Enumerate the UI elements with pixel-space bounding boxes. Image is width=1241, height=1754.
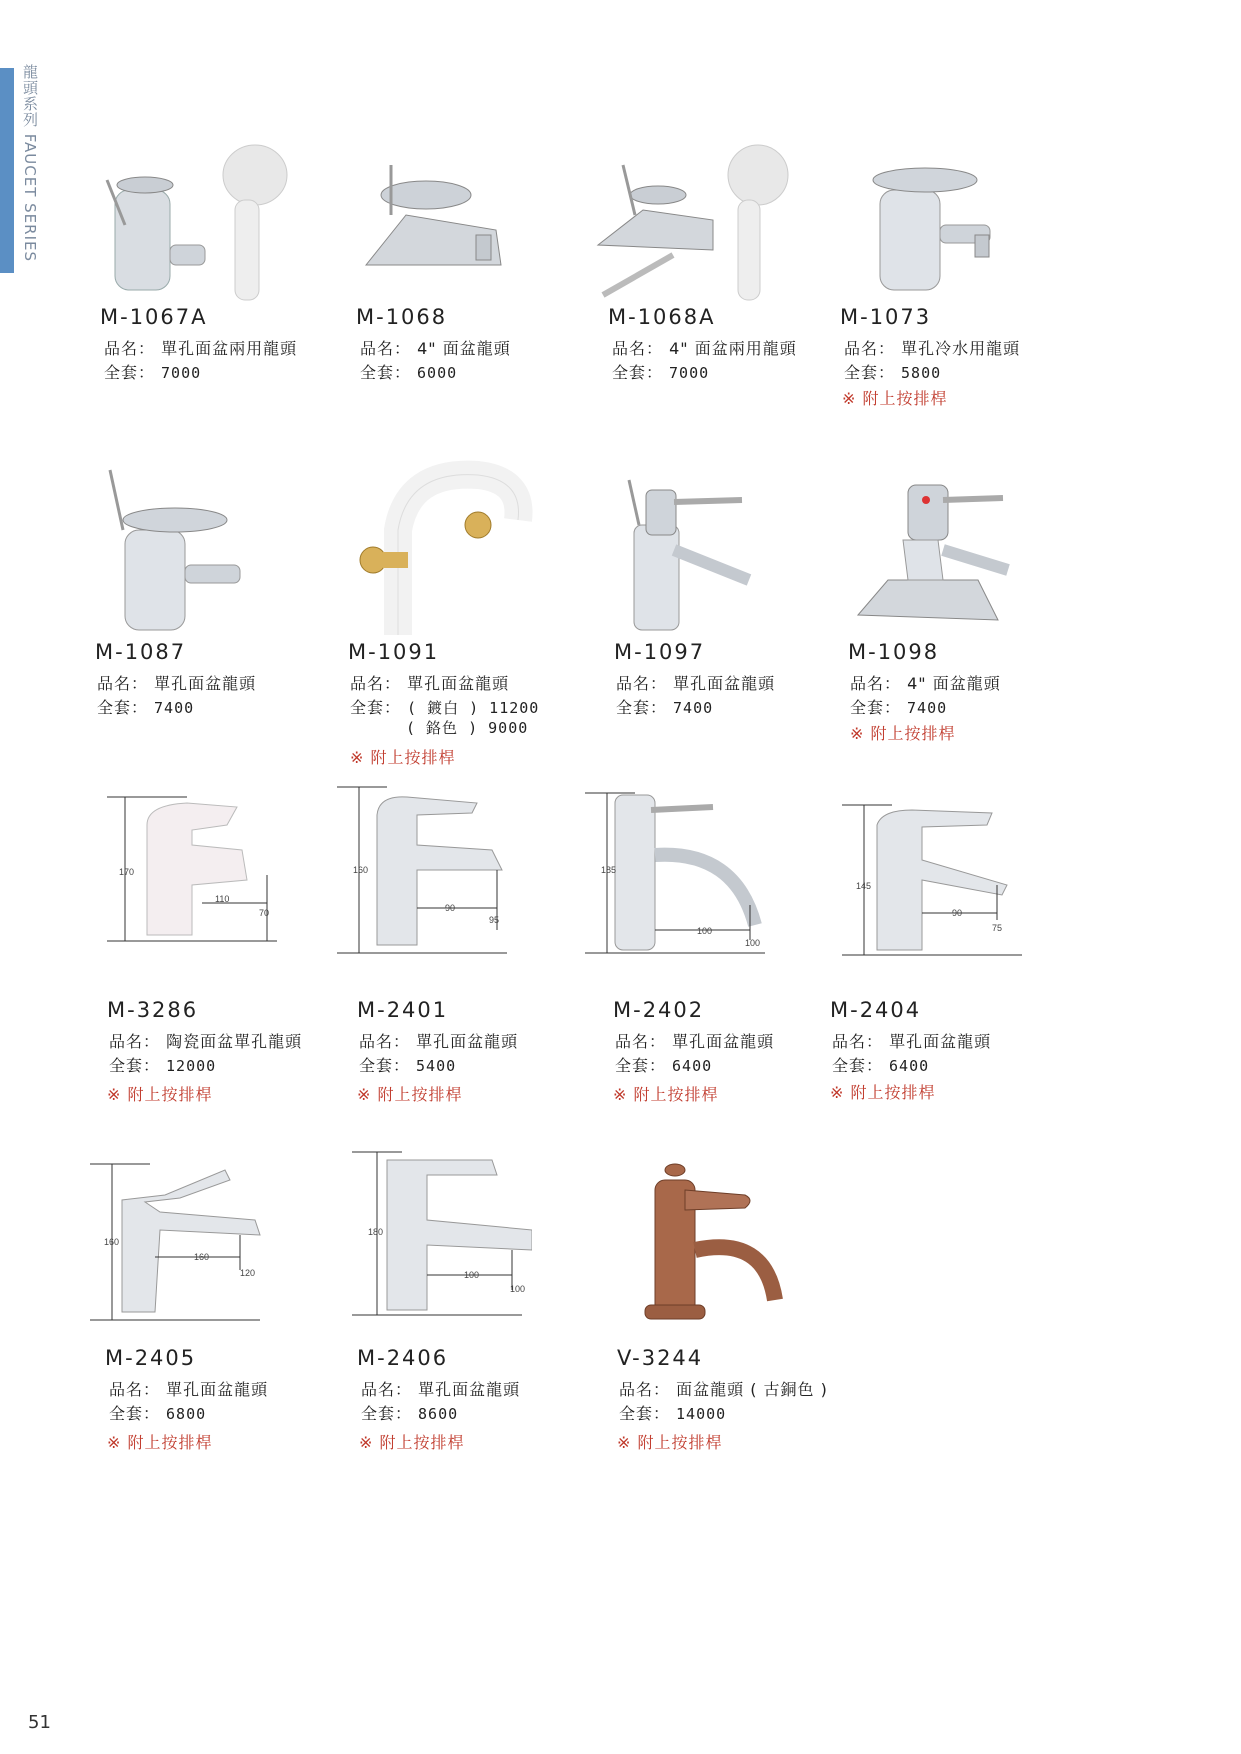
name-label: 品名：: [844, 339, 896, 358]
product-price: 7000: [161, 364, 202, 382]
product-name: 單孔面盆龍頭: [889, 1032, 992, 1051]
page-number: 51: [28, 1712, 51, 1733]
dimension-label: 100: [745, 938, 761, 948]
accessory-note: ※ 附上按排桿: [357, 1085, 463, 1104]
model-number: M-1068A: [608, 305, 716, 329]
product-name: 4" 面盆兩用龍頭: [669, 339, 797, 358]
price-label: 全套：: [619, 1404, 671, 1423]
product-price-row: [361, 1401, 458, 1424]
faucet-image: [348, 455, 568, 655]
faucet-image: [352, 1150, 532, 1320]
faucet-image: [842, 785, 1027, 965]
faucet-image: [107, 785, 287, 965]
faucet-image: [337, 785, 517, 965]
dimension-label: 160: [104, 1237, 120, 1247]
faucet-image: [90, 1160, 270, 1330]
faucet-image: [95, 455, 315, 655]
model-number: M-2405: [105, 1346, 197, 1370]
dimension-label: 100: [510, 1284, 526, 1294]
accessory-note: ※ 附上按排桿: [850, 724, 956, 743]
product-name-row: [97, 671, 256, 694]
product-price-row: [104, 360, 201, 383]
dimension-label: 160: [194, 1252, 210, 1262]
faucet-image: [848, 455, 1068, 655]
faucet-image: [625, 1160, 805, 1330]
product-name: 單孔面盆龍頭: [673, 674, 776, 693]
product-price-row: [109, 1401, 206, 1424]
product-price: 6400: [889, 1057, 930, 1075]
price-label: 全套：: [612, 363, 664, 382]
dimension-label: 75: [992, 923, 1003, 933]
product-price: 7400: [907, 699, 948, 717]
price-label: 全套：: [109, 1404, 161, 1423]
product-price-row: [359, 1053, 456, 1076]
product-name: 單孔面盆龍頭: [672, 1032, 775, 1051]
accessory-note: ※ 附上按排桿: [830, 1083, 936, 1102]
name-label: 品名：: [619, 1380, 671, 1399]
dimension-label: 170: [119, 867, 135, 877]
product-price: 12000: [166, 1057, 217, 1075]
product-name-row: [109, 1029, 302, 1052]
product-price-row: [850, 695, 947, 718]
faucet-image: [346, 120, 566, 320]
product-price: 7400: [673, 699, 714, 717]
name-label: 品名：: [350, 674, 402, 693]
product-name-row: [612, 336, 797, 359]
model-number: M-1091: [348, 640, 440, 664]
product-price-row: [612, 360, 709, 383]
accessory-note: ※ 附上按排桿: [350, 748, 456, 767]
dimension-label: 160: [353, 865, 369, 875]
faucet-image: [850, 120, 1070, 320]
product-price-row: [615, 1053, 712, 1076]
model-number: M-1067A: [100, 305, 208, 329]
faucet-image: [614, 455, 834, 655]
model-number: M-2406: [357, 1346, 449, 1370]
dimension-label: 145: [856, 881, 872, 891]
product-price: 8600: [418, 1405, 459, 1423]
accessory-note: ※ 附上按排桿: [842, 389, 948, 408]
product-name: 單孔冷水用龍頭: [901, 339, 1021, 358]
product-name-row: [359, 1029, 518, 1052]
price-label: 全套：: [109, 1056, 161, 1075]
product-name: 單孔面盆龍頭: [418, 1380, 521, 1399]
product-name: 單孔面盆龍頭: [166, 1380, 269, 1399]
price-label: 全套：: [832, 1056, 884, 1075]
product-name-row: [615, 1029, 774, 1052]
name-label: 品名：: [615, 1032, 667, 1051]
product-name-row: [844, 336, 1020, 359]
sidebar-accent-bar: [0, 68, 14, 273]
model-number: M-1087: [95, 640, 187, 664]
model-number: M-1068: [356, 305, 448, 329]
price-label: 全套：: [615, 1056, 667, 1075]
product-price: ( 鍍白 ) 11200: [407, 699, 540, 717]
product-name: 4" 面盆龍頭: [417, 339, 511, 358]
price-label: 全套：: [844, 363, 896, 382]
dimension-label: 90: [952, 908, 963, 918]
product-name-row: [360, 336, 511, 359]
product-name: 單孔面盆龍頭: [407, 674, 510, 693]
product-price: 5800: [901, 364, 942, 382]
name-label: 品名：: [361, 1380, 413, 1399]
product-price: 7000: [669, 364, 710, 382]
product-price-row: [844, 360, 941, 383]
product-name-row: [104, 336, 297, 359]
product-name: 單孔面盆兩用龍頭: [161, 339, 298, 358]
product-name: 面盆龍頭 ( 古銅色 ): [676, 1380, 828, 1399]
price-label: 全套：: [350, 698, 402, 717]
product-name-row: [361, 1377, 520, 1400]
name-label: 品名：: [360, 339, 412, 358]
product-name-row: [619, 1377, 828, 1400]
dimension-label: 70: [259, 908, 270, 918]
product-name-row: [850, 671, 1001, 694]
sidebar-label: 龍頭系列 FAUCET SERIES: [21, 64, 39, 262]
price-label: 全套：: [104, 363, 156, 382]
product-price-row: [832, 1053, 929, 1076]
name-label: 品名：: [109, 1032, 161, 1051]
product-name-row: [616, 671, 775, 694]
name-label: 品名：: [109, 1380, 161, 1399]
dimension-label: 185: [601, 865, 617, 875]
name-label: 品名：: [616, 674, 668, 693]
price-label: 全套：: [360, 363, 412, 382]
product-price: 6800: [166, 1405, 207, 1423]
dimension-label: 100: [464, 1270, 480, 1280]
name-label: 品名：: [832, 1032, 884, 1051]
faucet-image: [585, 785, 770, 965]
dimension-label: 100: [697, 926, 713, 936]
product-price-row: [616, 695, 713, 718]
product-price: 14000: [676, 1405, 727, 1423]
model-number: M-1073: [840, 305, 932, 329]
model-number: M-2401: [357, 998, 449, 1022]
product-name: 單孔面盆龍頭: [154, 674, 257, 693]
product-price-2: ( 鉻色 ) 9000: [406, 719, 529, 737]
price-label: 全套：: [850, 698, 902, 717]
model-number: M-1098: [848, 640, 940, 664]
name-label: 品名：: [612, 339, 664, 358]
dimension-label: 95: [489, 915, 500, 925]
product-price: 6400: [672, 1057, 713, 1075]
product-name-row: [350, 671, 509, 694]
dimension-label: 90: [445, 903, 456, 913]
product-price-row: [109, 1053, 216, 1076]
product-price-row: [97, 695, 194, 718]
product-name-row: [109, 1377, 268, 1400]
model-number: M-2402: [613, 998, 705, 1022]
price-label: 全套：: [361, 1404, 413, 1423]
product-price-row: [619, 1401, 726, 1424]
product-name: 單孔面盆龍頭: [416, 1032, 519, 1051]
product-name: 陶瓷面盆單孔龍頭: [166, 1032, 303, 1051]
price-label: 全套：: [97, 698, 149, 717]
dimension-label: 110: [215, 894, 230, 904]
name-label: 品名：: [359, 1032, 411, 1051]
name-label: 品名：: [104, 339, 156, 358]
product-name-row: [832, 1029, 991, 1052]
faucet-image: [583, 120, 803, 320]
product-name: 4" 面盆龍頭: [907, 674, 1001, 693]
accessory-note: ※ 附上按排桿: [617, 1433, 723, 1452]
name-label: 品名：: [97, 674, 149, 693]
product-price: 6000: [417, 364, 458, 382]
accessory-note: ※ 附上按排桿: [359, 1433, 465, 1452]
accessory-note: ※ 附上按排桿: [107, 1433, 213, 1452]
dimension-label: 120: [240, 1268, 256, 1278]
model-number: M-3286: [107, 998, 199, 1022]
dimension-label: 180: [368, 1227, 384, 1237]
accessory-note: ※ 附上按排桿: [613, 1085, 719, 1104]
price-label: 全套：: [359, 1056, 411, 1075]
product-price-row: [360, 360, 457, 383]
product-price: 7400: [154, 699, 195, 717]
name-label: 品名：: [850, 674, 902, 693]
model-number: V-3244: [617, 1346, 704, 1370]
product-price-row: [350, 695, 539, 718]
product-price: 5400: [416, 1057, 457, 1075]
model-number: M-2404: [830, 998, 922, 1022]
faucet-image: [85, 120, 305, 320]
price-label: 全套：: [616, 698, 668, 717]
accessory-note: ※ 附上按排桿: [107, 1085, 213, 1104]
model-number: M-1097: [614, 640, 706, 664]
product-price-row-2: [400, 717, 528, 738]
